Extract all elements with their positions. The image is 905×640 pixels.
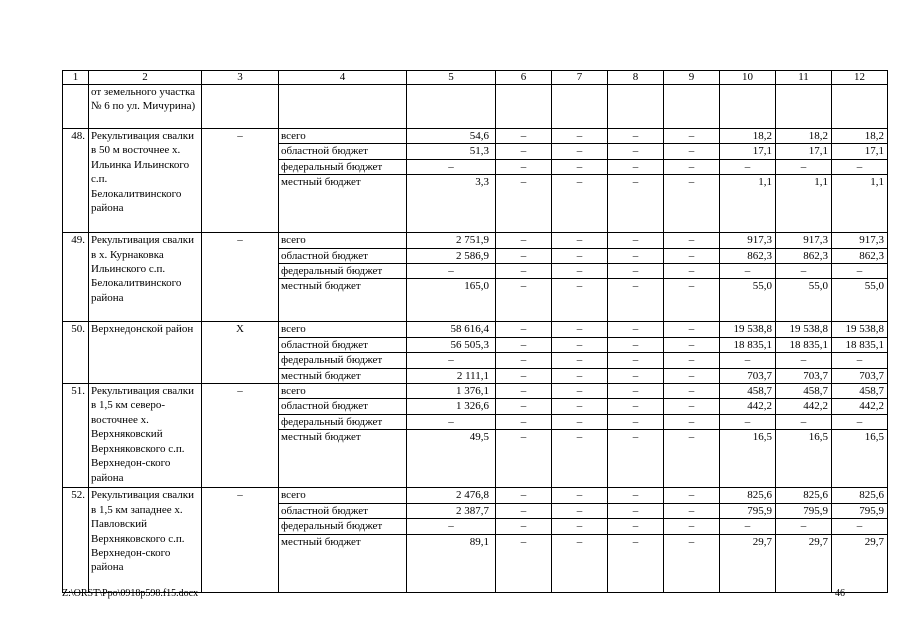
year-amount: – [832, 414, 888, 429]
year-amount: – [552, 488, 608, 503]
funding-source-label: местный бюджет [279, 175, 407, 233]
total-amount: 2 111,1 [407, 368, 496, 383]
column-number: 1 [63, 71, 89, 85]
year-amount: 17,1 [776, 144, 832, 159]
year-amount: – [776, 519, 832, 534]
year-amount: – [608, 322, 664, 337]
year-amount: 55,0 [720, 279, 776, 322]
year-amount: – [608, 337, 664, 352]
year-amount: – [664, 175, 720, 233]
year-amount: – [720, 264, 776, 279]
year-amount: 458,7 [832, 384, 888, 399]
column-number: 11 [776, 71, 832, 85]
year-amount: – [664, 144, 720, 159]
column-number: 6 [496, 71, 552, 85]
total-amount: 2 387,7 [407, 503, 496, 518]
year-amount: – [608, 399, 664, 414]
year-amount: – [720, 159, 776, 174]
year-amount: 703,7 [776, 368, 832, 383]
footer-page-number: 46 [835, 588, 845, 599]
year-amount: – [664, 399, 720, 414]
funding-source-label: всего [279, 233, 407, 248]
year-amount: 1,1 [776, 175, 832, 233]
year-amount: – [832, 264, 888, 279]
year-amount: – [496, 337, 552, 352]
budget-row [63, 384, 888, 399]
funding-source-label: областной бюджет [279, 144, 407, 159]
column-number: 7 [552, 71, 608, 85]
year-amount: – [552, 399, 608, 414]
entry-number: 49. [63, 233, 89, 322]
entry-name: Рекультивация свалки в 50 м восточнее х. Ильинка Ильинского с.п. Белокалитвинского района [89, 129, 202, 233]
year-amount: 825,6 [720, 488, 776, 503]
year-amount: – [664, 322, 720, 337]
funding-source-label: областной бюджет [279, 337, 407, 352]
funding-source-label: областной бюджет [279, 248, 407, 263]
total-amount: 2 586,9 [407, 248, 496, 263]
year-amount: 862,3 [832, 248, 888, 263]
year-amount: 29,7 [776, 534, 832, 592]
year-amount: – [496, 488, 552, 503]
year-amount: 703,7 [832, 368, 888, 383]
year-amount: – [552, 159, 608, 174]
year-amount: – [664, 488, 720, 503]
year-amount: – [608, 159, 664, 174]
year-amount: – [496, 129, 552, 144]
funding-source-label: федеральный бюджет [279, 353, 407, 368]
year-amount: 1,1 [720, 175, 776, 233]
year-amount: – [496, 368, 552, 383]
funding-source-label: местный бюджет [279, 368, 407, 383]
total-amount: 54,6 [407, 129, 496, 144]
year-amount: – [608, 279, 664, 322]
year-amount: – [776, 414, 832, 429]
year-amount: – [608, 144, 664, 159]
year-amount: – [552, 353, 608, 368]
funding-source-label: федеральный бюджет [279, 414, 407, 429]
total-amount: 165,0 [407, 279, 496, 322]
year-amount: 29,7 [832, 534, 888, 592]
year-amount: 19 538,8 [832, 322, 888, 337]
budget-row [63, 488, 888, 503]
year-amount: – [608, 503, 664, 518]
total-amount: 56 505,3 [407, 337, 496, 352]
column-number: 3 [202, 71, 279, 85]
year-amount: – [608, 248, 664, 263]
entry-executor-mark: – [202, 384, 279, 488]
column-number-row [63, 71, 888, 85]
total-amount: 2 751,9 [407, 233, 496, 248]
year-amount: – [552, 233, 608, 248]
year-amount: – [720, 519, 776, 534]
year-amount: – [496, 159, 552, 174]
year-amount: – [720, 353, 776, 368]
year-amount: – [552, 503, 608, 518]
year-amount: – [664, 129, 720, 144]
funding-source-label: местный бюджет [279, 279, 407, 322]
year-amount: 442,2 [720, 399, 776, 414]
year-amount: – [496, 414, 552, 429]
entry-executor-mark: – [202, 129, 279, 233]
funding-source-label: федеральный бюджет [279, 264, 407, 279]
funding-source-label: местный бюджет [279, 534, 407, 592]
footer-file-path: Z:\ORST\Ppo\0918p598.f15.docx [62, 588, 199, 599]
year-amount: – [552, 368, 608, 383]
year-amount: – [552, 337, 608, 352]
budget-table [62, 70, 888, 593]
entry-number: 48. [63, 129, 89, 233]
year-amount: – [496, 503, 552, 518]
year-amount: – [496, 248, 552, 263]
year-amount: 795,9 [720, 503, 776, 518]
year-amount: 458,7 [720, 384, 776, 399]
year-amount: 16,5 [720, 430, 776, 488]
year-amount: – [776, 159, 832, 174]
funding-source-label: всего [279, 322, 407, 337]
total-amount: 1 376,1 [407, 384, 496, 399]
year-amount: – [608, 414, 664, 429]
year-amount: – [552, 144, 608, 159]
continuation-row [63, 85, 888, 129]
year-amount: – [496, 144, 552, 159]
year-amount: – [496, 519, 552, 534]
year-amount: 862,3 [776, 248, 832, 263]
funding-source-label: федеральный бюджет [279, 519, 407, 534]
column-number: 10 [720, 71, 776, 85]
year-amount: – [552, 279, 608, 322]
year-amount: 18,2 [776, 129, 832, 144]
year-amount: – [664, 503, 720, 518]
year-amount: 1,1 [832, 175, 888, 233]
year-amount: – [832, 519, 888, 534]
total-amount: – [407, 414, 496, 429]
year-amount: 442,2 [776, 399, 832, 414]
budget-row [63, 233, 888, 248]
funding-source-label: всего [279, 384, 407, 399]
year-amount: 29,7 [720, 534, 776, 592]
year-amount: – [664, 534, 720, 592]
year-amount: 17,1 [832, 144, 888, 159]
year-amount: 19 538,8 [720, 322, 776, 337]
year-amount: 18,2 [720, 129, 776, 144]
year-amount: 18 835,1 [720, 337, 776, 352]
entry-executor-mark: – [202, 233, 279, 322]
column-number: 2 [89, 71, 202, 85]
year-amount: – [496, 399, 552, 414]
total-amount: – [407, 353, 496, 368]
year-amount: – [608, 175, 664, 233]
total-amount: 51,3 [407, 144, 496, 159]
year-amount: – [664, 159, 720, 174]
year-amount: – [496, 534, 552, 592]
year-amount: – [496, 175, 552, 233]
year-amount: – [552, 384, 608, 399]
total-amount: 3,3 [407, 175, 496, 233]
year-amount: 18 835,1 [776, 337, 832, 352]
year-amount: – [832, 353, 888, 368]
total-amount: 58 616,4 [407, 322, 496, 337]
year-amount: – [496, 233, 552, 248]
entry-name: Рекультивация свалки в х. Курнаковка Ильинского с.п. Белокалитвинского района [89, 233, 202, 322]
total-amount: 2 476,8 [407, 488, 496, 503]
year-amount: – [664, 264, 720, 279]
year-amount: – [552, 248, 608, 263]
year-amount: – [664, 353, 720, 368]
entry-number [63, 85, 89, 129]
year-amount: 825,6 [776, 488, 832, 503]
year-amount: – [664, 279, 720, 322]
funding-source-label: местный бюджет [279, 430, 407, 488]
funding-source-label: всего [279, 129, 407, 144]
year-amount: 55,0 [832, 279, 888, 322]
funding-source-label: всего [279, 488, 407, 503]
entry-name: Рекультивация свалки в 1,5 км западнее х. Павловский Верхняковского с.п. Верхнедон-ского района [89, 488, 202, 592]
column-number: 9 [664, 71, 720, 85]
year-amount: – [608, 129, 664, 144]
year-amount: – [552, 414, 608, 429]
year-amount: 917,3 [776, 233, 832, 248]
entry-number: 50. [63, 322, 89, 384]
year-amount: – [832, 159, 888, 174]
year-amount: 795,9 [776, 503, 832, 518]
year-amount: – [608, 264, 664, 279]
year-amount: 703,7 [720, 368, 776, 383]
entry-executor-mark: – [202, 488, 279, 592]
year-amount: – [552, 534, 608, 592]
budget-row [63, 129, 888, 144]
entry-number: 51. [63, 384, 89, 488]
year-amount: – [664, 519, 720, 534]
budget-row [63, 322, 888, 337]
year-amount: – [552, 175, 608, 233]
year-amount: – [496, 322, 552, 337]
year-amount: – [608, 353, 664, 368]
year-amount: – [776, 264, 832, 279]
year-amount: – [496, 384, 552, 399]
year-amount: 18,2 [832, 129, 888, 144]
column-number: 4 [279, 71, 407, 85]
year-amount: – [608, 430, 664, 488]
year-amount: 17,1 [720, 144, 776, 159]
year-amount: – [664, 248, 720, 263]
year-amount: 917,3 [832, 233, 888, 248]
year-amount: 16,5 [776, 430, 832, 488]
year-amount: – [552, 264, 608, 279]
year-amount: – [608, 384, 664, 399]
total-amount: 89,1 [407, 534, 496, 592]
year-amount: – [664, 384, 720, 399]
column-number: 5 [407, 71, 496, 85]
entry-executor-mark: Х [202, 322, 279, 384]
funding-source-label: областной бюджет [279, 399, 407, 414]
year-amount: 55,0 [776, 279, 832, 322]
year-amount: – [608, 368, 664, 383]
total-amount: – [407, 264, 496, 279]
year-amount: 18 835,1 [832, 337, 888, 352]
year-amount: – [664, 414, 720, 429]
total-amount: – [407, 159, 496, 174]
year-amount: – [552, 322, 608, 337]
year-amount: 825,6 [832, 488, 888, 503]
year-amount: 917,3 [720, 233, 776, 248]
total-amount: 49,5 [407, 430, 496, 488]
year-amount: 16,5 [832, 430, 888, 488]
year-amount: – [496, 279, 552, 322]
year-amount: – [496, 353, 552, 368]
funding-source-label: областной бюджет [279, 503, 407, 518]
year-amount: 862,3 [720, 248, 776, 263]
year-amount: – [664, 337, 720, 352]
year-amount: – [664, 430, 720, 488]
year-amount: 458,7 [776, 384, 832, 399]
entry-name: от земельного участка № 6 по ул. Мичурина) [89, 85, 202, 129]
year-amount: 442,2 [832, 399, 888, 414]
year-amount: – [552, 519, 608, 534]
year-amount: – [720, 414, 776, 429]
year-amount: – [496, 430, 552, 488]
entry-name: Верхнедонской район [89, 322, 202, 384]
entry-number: 52. [63, 488, 89, 592]
year-amount: – [496, 264, 552, 279]
column-number: 8 [608, 71, 664, 85]
year-amount: – [608, 488, 664, 503]
funding-source-label: федеральный бюджет [279, 159, 407, 174]
year-amount: – [664, 233, 720, 248]
year-amount: 795,9 [832, 503, 888, 518]
year-amount: – [664, 368, 720, 383]
column-number: 12 [832, 71, 888, 85]
total-amount: 1 326,6 [407, 399, 496, 414]
year-amount: 19 538,8 [776, 322, 832, 337]
entry-name: Рекультивация свалки в 1,5 км северо-восточнее х. Верхняковский Верхняковского с.п. Верхнедон-ского района [89, 384, 202, 488]
table-body [63, 71, 888, 593]
year-amount: – [552, 129, 608, 144]
year-amount: – [776, 353, 832, 368]
year-amount: – [608, 233, 664, 248]
year-amount: – [608, 534, 664, 592]
year-amount: – [608, 519, 664, 534]
total-amount: – [407, 519, 496, 534]
year-amount: – [552, 430, 608, 488]
